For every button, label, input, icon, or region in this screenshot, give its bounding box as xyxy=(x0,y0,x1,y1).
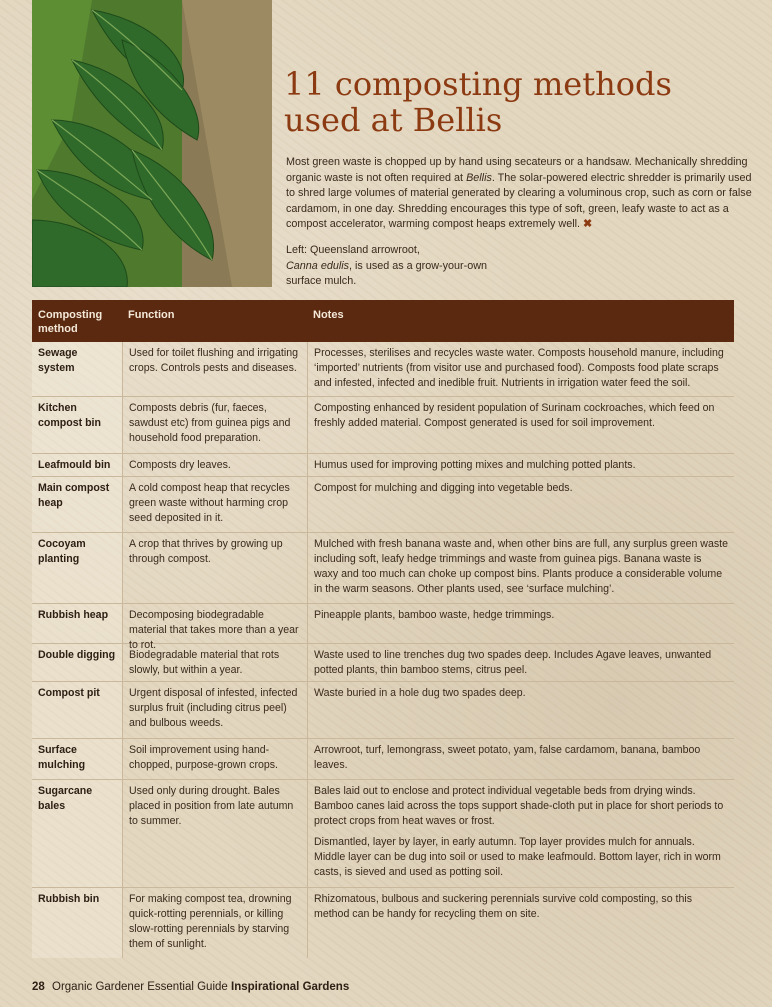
row-method: Double digging xyxy=(32,644,122,681)
row-function: Composts dry leaves. xyxy=(122,454,307,476)
notes-text: Pineapple plants, bamboo waste, hedge trimmings. xyxy=(314,609,555,621)
notes-text: Arrowroot, turf, lemongrass, sweet potato, yam, false cardamom, banana, bamboo leaves. xyxy=(314,744,701,771)
row-notes xyxy=(307,342,734,396)
page-footer xyxy=(32,981,349,993)
row-method: Sewage system xyxy=(32,342,122,396)
row-notes xyxy=(307,682,734,738)
intro-paragraph xyxy=(286,155,756,233)
table-row xyxy=(32,644,734,682)
row-method: Main compost heap xyxy=(32,477,122,532)
notes-text: Waste used to line trenches dug two spades deep. Includes Agave leaves, unwanted potted plants, thin bamboo stems, citrus peel. xyxy=(314,649,712,676)
notes-text: Dismantled, layer by layer, in early autumn. Top layer provides mulch for annuals. Middle layer can be dug into soil or used to make leafmould. Bottom layer, rich in worm casts, is sieved and used as potting soil. xyxy=(314,836,721,878)
row-notes xyxy=(307,644,734,681)
notes-text: Composting enhanced by resident population of Surinam cockroaches, which feed on freshly added material. Compost generated is used for soil improvement. xyxy=(314,402,715,429)
row-notes xyxy=(307,454,734,476)
row-function: Decomposing biodegradable material that takes more than a year to rot. xyxy=(122,604,307,643)
notes-text: Waste buried in a hole dug two spades deep. xyxy=(314,687,526,699)
table-row xyxy=(32,682,734,739)
row-notes xyxy=(307,780,734,887)
header-function: Function xyxy=(128,309,175,321)
row-function: Urgent disposal of infested, infected surplus fruit (including citrus peel) and bulbous weeds. xyxy=(122,682,307,738)
row-notes xyxy=(307,888,734,958)
page-number: 28 xyxy=(32,981,45,993)
banana-leaf-mulch-illustration xyxy=(32,0,272,287)
caption-botanical-name: Canna edulis xyxy=(286,259,350,272)
row-method: Compost pit xyxy=(32,682,122,738)
arrowroot-photo xyxy=(32,0,272,287)
row-function: A cold compost heap that recycles green waste without harming crop seed deposited in it. xyxy=(122,477,307,532)
intro-text-2: . The solar-powered electric shredder is primarily used to shred large volumes of material generated by clearing a voluminous crop, such as corn or false cardamom, in one day. Shredding encourages this type of soft, green, leafy waste to act as a compost accelerator, warming compost heaps extremely well. xyxy=(286,171,752,230)
header-notes: Notes xyxy=(313,309,344,321)
table-row xyxy=(32,739,734,780)
row-method: Surface mulching xyxy=(32,739,122,779)
row-notes xyxy=(307,477,734,532)
table-row xyxy=(32,533,734,604)
table-row xyxy=(32,477,734,533)
notes-text: Rhizomatous, bulbous and suckering perennials survive cold composting, so this method can be handy for recycling them on site. xyxy=(314,893,693,920)
row-method: Leafmould bin xyxy=(32,454,122,476)
row-method: Cocoyam planting xyxy=(32,533,122,603)
notes-text: Processes, sterilises and recycles waste water. Composts household manure, including ‘imported’ nutrients (from visitor use and purchased food). Composts food plate scraps and infested, infected and inedible fruit. Nutrients in irrigation water feed the soil. xyxy=(314,347,724,389)
row-notes xyxy=(307,533,734,603)
table-row xyxy=(32,604,734,651)
row-function: Biodegradable material that rots slowly, but within a year. xyxy=(122,644,307,681)
table-row xyxy=(32,888,734,958)
photo-caption xyxy=(286,243,506,290)
notes-text: Humus used for improving potting mixes and mulching potted plants. xyxy=(314,459,636,471)
table-row xyxy=(32,780,734,888)
row-function: Soil improvement using hand-chopped, purpose-grown crops. xyxy=(122,739,307,779)
row-method: Kitchen compost bin xyxy=(32,397,122,453)
row-method: Rubbish heap xyxy=(32,604,122,643)
magazine-name: Organic Gardener Essential Guide xyxy=(52,981,228,993)
page-title: 11 composting methods used at Bellis xyxy=(284,65,672,139)
row-function: A crop that thrives by growing up through compost. xyxy=(122,533,307,603)
issue-name: Inspirational Gardens xyxy=(231,981,350,993)
row-function: For making compost tea, drowning quick-rotting perennials, or killing slow-rotting perennials by starving them of sunlight. xyxy=(122,888,307,958)
row-notes xyxy=(307,739,734,779)
row-method: Rubbish bin xyxy=(32,888,122,958)
intro-text-1: Most green waste is chopped up by hand using secateurs or a handsaw. Mechanically shredding organic waste is not often required at xyxy=(286,156,748,184)
row-function: Used only during drought. Bales placed in position from late autumn to summer. xyxy=(122,780,307,887)
notes-text: Compost for mulching and digging into vegetable beds. xyxy=(314,482,573,494)
composting-table xyxy=(32,300,734,958)
row-notes xyxy=(307,604,734,643)
row-notes xyxy=(307,397,734,453)
header-method: Composting method xyxy=(38,309,103,335)
intro-place-name: Bellis xyxy=(466,171,492,184)
caption-line-3: , is used as a grow-your-own surface mulch. xyxy=(286,259,488,287)
table-row xyxy=(32,454,734,477)
row-function: Used for toilet flushing and irrigating crops. Controls pests and diseases. xyxy=(122,342,307,396)
row-method: Sugarcane bales xyxy=(32,780,122,887)
table-header xyxy=(32,300,734,342)
caption-line-1: Left: Queensland arrowroot, xyxy=(286,244,420,256)
end-mark-icon: ✖ xyxy=(583,218,593,230)
table-row xyxy=(32,342,734,397)
notes-text: Mulched with fresh banana waste and, when other bins are full, any surplus green waste including soft, leafy hedge trimmings and waste from guinea pigs. Banana waste is waxy and too much can choke up compost bins. Plants produce a considerable volume in the warm seasons. Other plants used, see ‘surface mulching’. xyxy=(314,538,728,595)
notes-text: Bales laid out to enclose and protect individual vegetable beds from drying winds. Bamboo canes laid across the tops support shade-cloth put in place for short periods to protect crops from heat waves or frost. xyxy=(314,785,724,827)
row-function: Composts debris (fur, faeces, sawdust etc) from guinea pigs and household food preparation. xyxy=(122,397,307,453)
table-row xyxy=(32,397,734,454)
